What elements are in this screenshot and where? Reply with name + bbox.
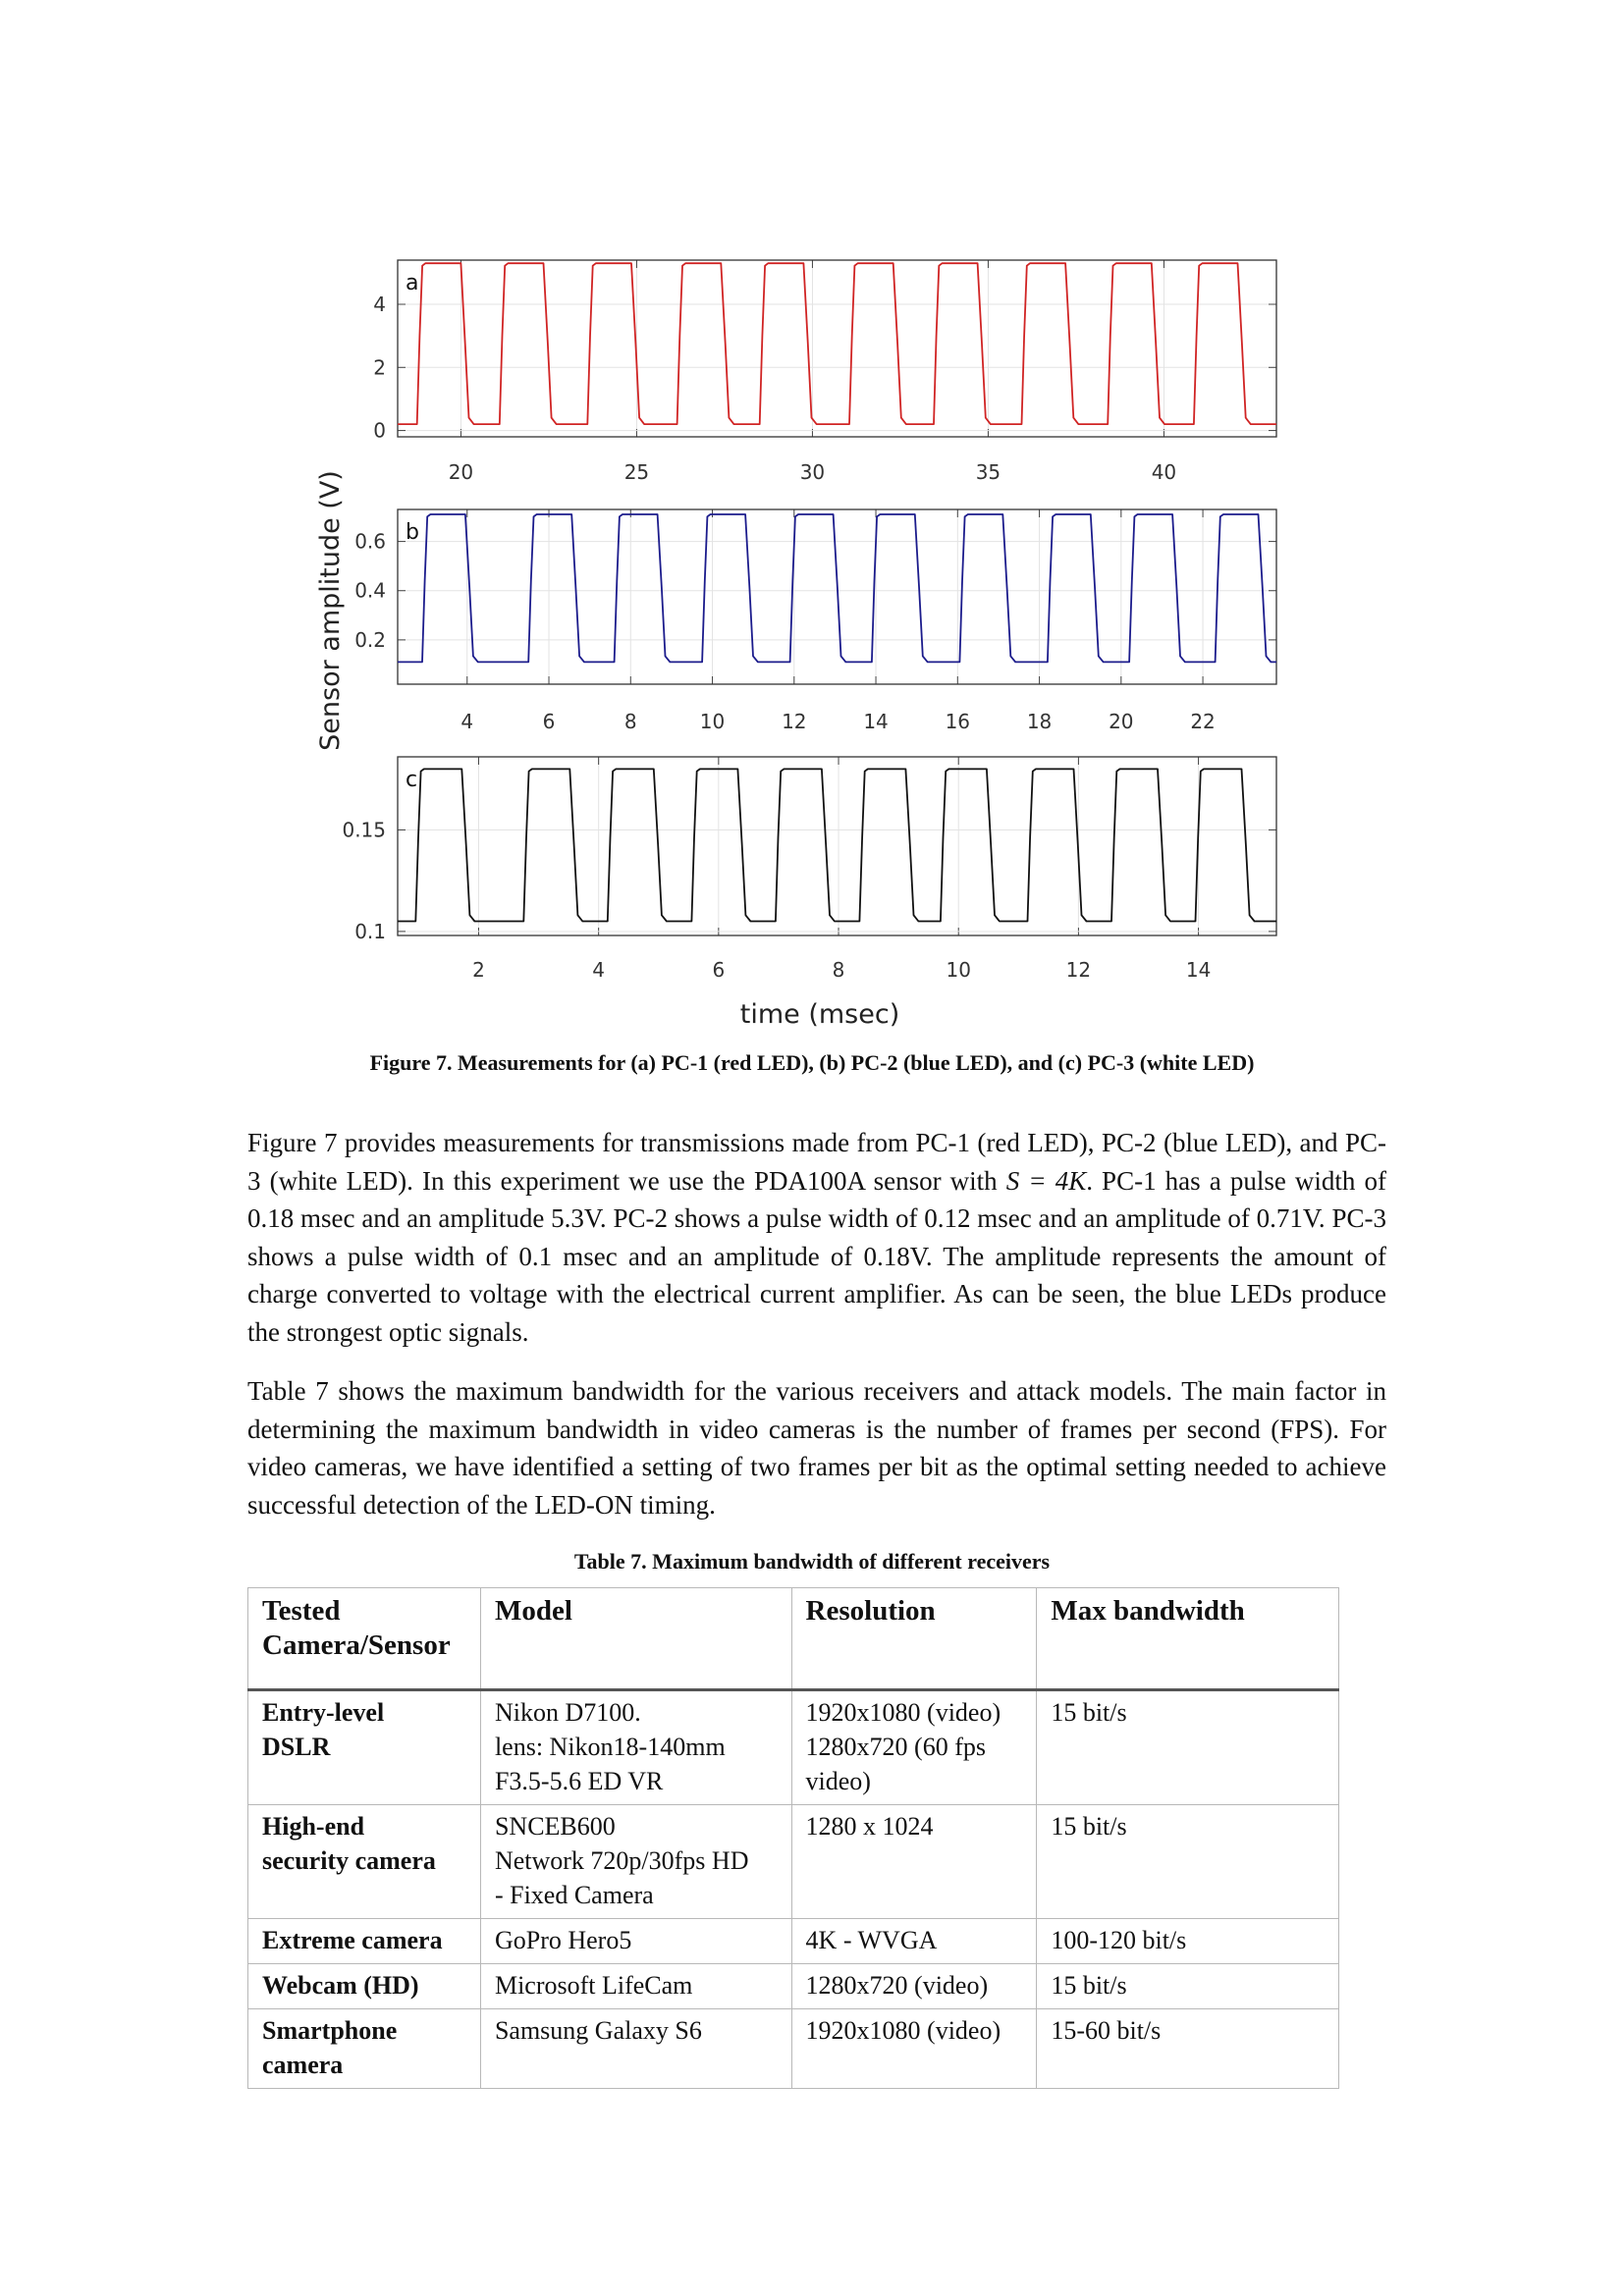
table-row (248, 1805, 1339, 1919)
table-cell-line: 15 bit/s (1051, 1698, 1127, 1727)
table-row (248, 1964, 1339, 2009)
table-cell (1037, 1805, 1339, 1919)
x-tick-label: 18 (1026, 710, 1053, 733)
table-cell-line: Microsoft LifeCam (494, 1971, 693, 2000)
plot-frame (398, 757, 1276, 935)
x-tick-label: 6 (712, 958, 726, 982)
table-cell (248, 1964, 481, 2009)
y-tick-label: 0.6 (354, 529, 386, 554)
table-cell-line: 1280x720 (60 fps (805, 1733, 986, 1761)
series-line-a (398, 263, 1276, 424)
table-cell-line: Entry-level (262, 1698, 385, 1727)
paragraph-1-text-b: . PC-1 has a pulse width of 0.18 msec and an amplitude 5.3V. PC-2 shows a pulse width of 0.12 msec and an amplitude of 0.71V. PC-3 shows a pulse width of 0.1 msec and an amplitude of 0.18V. The amplitude represents the amount of charge converted to voltage with the electrical current amplifier. As can be seen, the blue LEDs produce the strongest optic signals. (247, 1165, 1387, 1347)
table-cell-line: 4K - WVGA (805, 1926, 938, 1954)
bandwidth-table (247, 1587, 1339, 2089)
y-axis-title: Sensor amplitude (V) (315, 470, 346, 751)
x-tick-label: 2 (472, 958, 485, 982)
panel-label: a (406, 271, 419, 295)
table-cell (1037, 1919, 1339, 1964)
table-cell-line: Webcam (HD) (262, 1971, 419, 2000)
table-cell-line: GoPro Hero5 (494, 1926, 632, 1954)
table-cell (480, 1690, 791, 1805)
y-tick-label: 0 (373, 418, 386, 443)
paragraph-2: Table 7 shows the maximum bandwidth for the various receivers and attack models. The main factor in determining the maximum bandwidth in video cameras is the number of frames per second (FPS). For video cameras, we have identified a setting of two frames per bit as the optimal setting needed to achieve successful detection of the LED-ON timing. (247, 1376, 1386, 1520)
x-tick-label: 30 (799, 460, 826, 484)
table-cell-line: 100-120 bit/s (1051, 1926, 1187, 1954)
table-cell (1037, 2009, 1339, 2089)
table-cell-line: 15 bit/s (1051, 1812, 1127, 1841)
figure-caption: Figure 7. Measurements for (a) PC-1 (red LED), (b) PC-2 (blue LED), and (c) PC-3 (white LED) (369, 1050, 1255, 1075)
table-cell (791, 1919, 1037, 1964)
table-cell (480, 1919, 791, 1964)
table-cell-line: Nikon D7100. (494, 1698, 641, 1727)
x-tick-label: 8 (623, 710, 637, 733)
table-cell (1037, 1964, 1339, 2009)
x-tick-label: 10 (699, 710, 726, 733)
table-cell-line: Smartphone (262, 2016, 398, 2045)
y-tick-label: 4 (373, 293, 386, 316)
plot-frame (398, 260, 1276, 437)
y-tick-label: 0.15 (342, 818, 386, 842)
x-tick-label: 14 (1185, 958, 1212, 982)
x-tick-label: 16 (945, 710, 971, 733)
table-cell-line: High-end (262, 1812, 365, 1841)
table-cell (248, 1805, 481, 1919)
table-cell (248, 1690, 481, 1805)
x-tick-label: 12 (1065, 958, 1092, 982)
x-tick-label: 10 (946, 958, 971, 982)
panel-a (373, 260, 1276, 484)
table-cell-line: 15-60 bit/s (1051, 2016, 1162, 2045)
table-caption: Table 7. Maximum bandwidth of different receivers (573, 1549, 1051, 1574)
table-row (248, 2009, 1339, 2089)
table-cell-line: video) (805, 1767, 871, 1795)
table-cell (480, 1964, 791, 2009)
table-header-cell: Max bandwidth (1037, 1588, 1339, 1690)
x-tick-label: 8 (832, 958, 845, 982)
panel-c (342, 757, 1276, 982)
panel-b (354, 509, 1276, 733)
table-cell (248, 1919, 481, 1964)
x-tick-label: 4 (460, 710, 474, 733)
table-cell-line: F3.5-5.6 ED VR (494, 1767, 664, 1795)
figure-7-chart (304, 250, 1296, 1036)
table-cell-line: 1280 x 1024 (805, 1812, 934, 1841)
x-axis-title: time (msec) (739, 999, 900, 1030)
x-tick-label: 20 (448, 460, 474, 484)
table-header-row (248, 1588, 1339, 1690)
paragraph-1 (247, 1124, 1386, 1351)
x-tick-label: 14 (863, 710, 889, 733)
y-tick-label: 0.4 (354, 578, 386, 603)
table-cell-line: camera (262, 2051, 344, 2079)
table-cell-line: Extreme camera (262, 1926, 443, 1954)
panel-label: b (406, 520, 419, 545)
paragraph-1-text-a: Figure 7 provides measurements for transmissions made from PC-1 (red LED), PC-2 (blue LED), and PC-3 (white LED). In this experiment we use the PDA100A sensor with (247, 1128, 1386, 1196)
table-cell (480, 2009, 791, 2089)
table-cell-line: Network 720p/30fps HD (494, 1846, 749, 1875)
table-cell-line: 1920x1080 (video) (805, 2016, 1001, 2045)
table-row (248, 1690, 1339, 1805)
table-cell-line: - Fixed Camera (494, 1881, 654, 1909)
table-header-cell: Tested Camera/Sensor (248, 1588, 481, 1690)
x-tick-label: 40 (1151, 460, 1177, 484)
table-header-cell: Model (480, 1588, 791, 1690)
table-cell-line: 15 bit/s (1051, 1971, 1127, 2000)
paragraph-1-math: S = 4K (1005, 1165, 1087, 1196)
x-tick-label: 35 (975, 460, 1001, 484)
y-tick-label: 0.1 (354, 919, 386, 943)
table-cell (480, 1805, 791, 1919)
x-tick-label: 6 (542, 710, 556, 733)
table-cell (791, 2009, 1037, 2089)
x-tick-label: 12 (782, 710, 807, 733)
table-cell-line: SNCEB600 (494, 1812, 616, 1841)
table-cell-line: lens: Nikon18-140mm (494, 1733, 726, 1761)
table-cell-line: 1280x720 (video) (805, 1971, 989, 2000)
x-tick-label: 22 (1190, 710, 1216, 733)
x-tick-label: 4 (592, 958, 606, 982)
table-cell (791, 1690, 1037, 1805)
table-cell (1037, 1690, 1339, 1805)
table-cell-line: 1920x1080 (video) (805, 1698, 1001, 1727)
y-tick-label: 0.2 (354, 627, 386, 652)
table-cell-line: security camera (262, 1846, 436, 1875)
series-line-c (398, 769, 1276, 921)
table-cell-line: DSLR (262, 1733, 331, 1761)
x-tick-label: 20 (1109, 710, 1134, 733)
table-row (248, 1919, 1339, 1964)
table-cell-line: Samsung Galaxy S6 (494, 2016, 702, 2045)
x-tick-label: 25 (623, 460, 650, 484)
table-cell (791, 1964, 1037, 2009)
table-cell (791, 1805, 1037, 1919)
panel-label: c (406, 768, 418, 792)
table-cell (248, 2009, 481, 2089)
table-header-cell: Resolution (791, 1588, 1037, 1690)
y-tick-label: 2 (373, 355, 386, 380)
figure-7 (304, 250, 1296, 1036)
